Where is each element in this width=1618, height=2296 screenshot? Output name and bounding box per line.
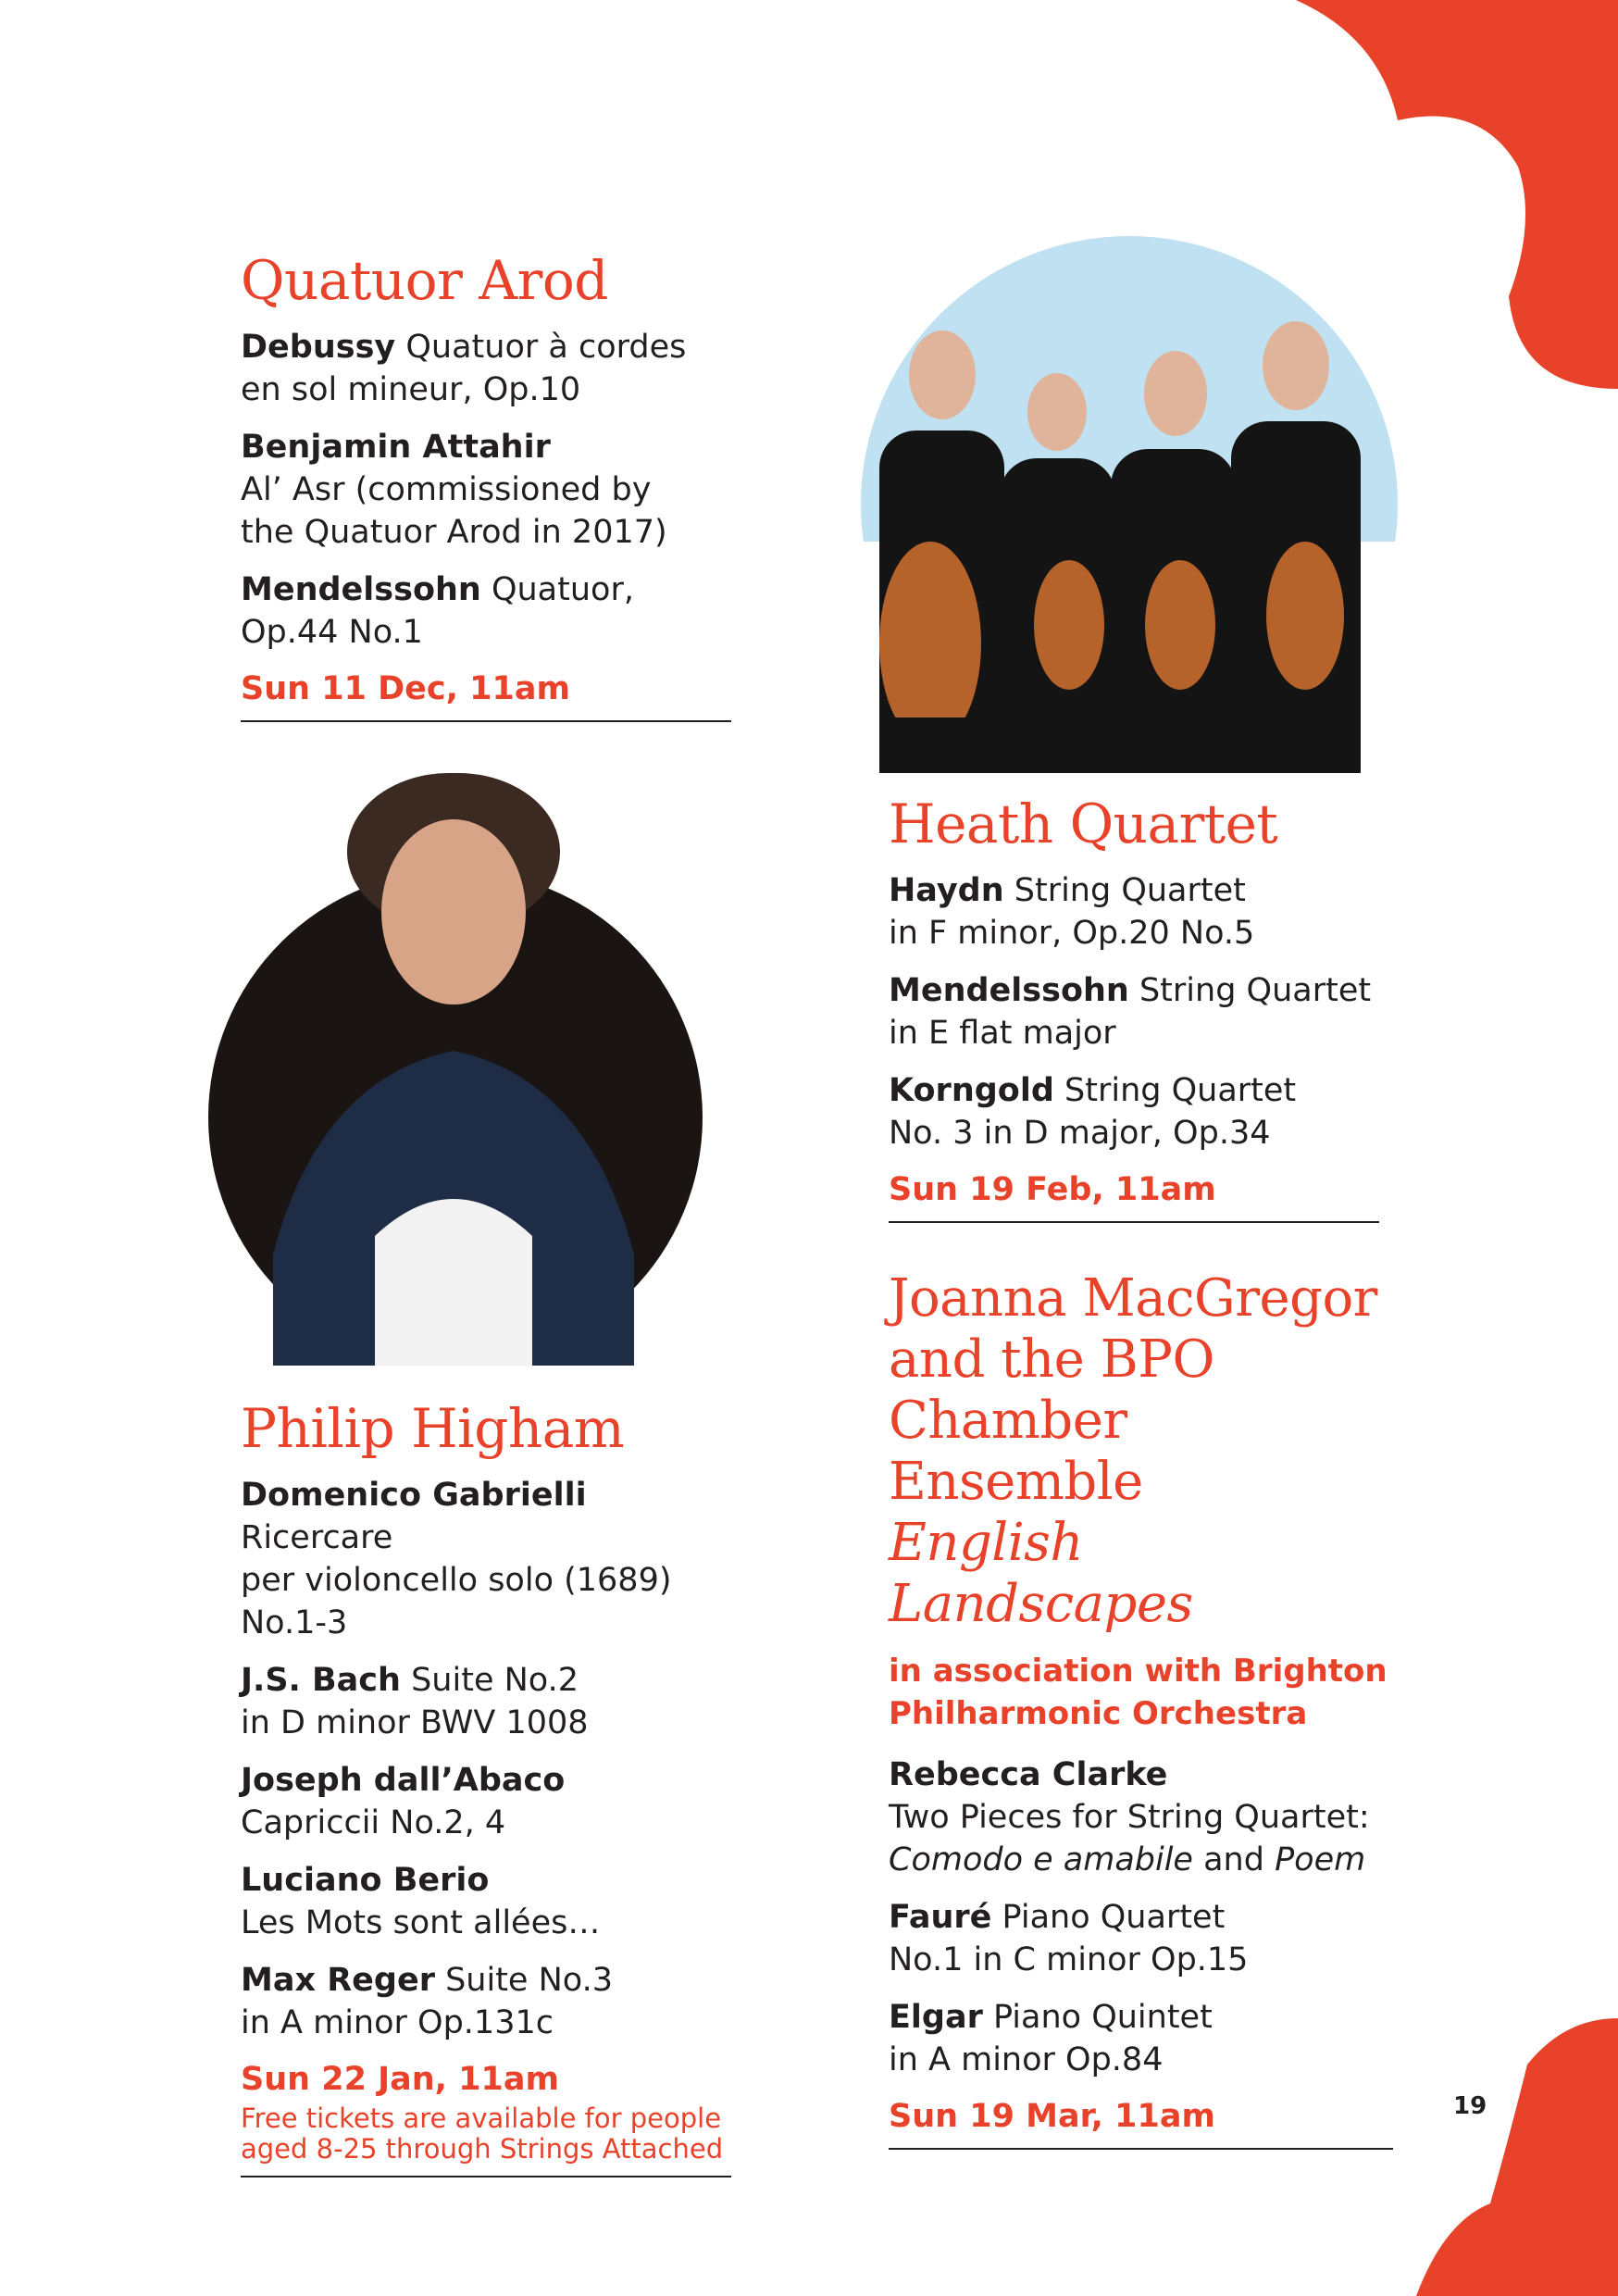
- joanna-macgregor-section: [889, 1268, 1393, 2150]
- work-title: Two Pieces for String Quartet:: [889, 1799, 1370, 1836]
- work-title-cont: No.1-3: [241, 1604, 348, 1641]
- heath-quartet-section: [889, 793, 1379, 1223]
- work-title-cont: in A minor Op.131c: [241, 2004, 554, 2041]
- work-debussy: [241, 326, 731, 411]
- heath-quartet-title: Heath Quartet: [889, 792, 1278, 855]
- work-abaco: [241, 1759, 731, 1844]
- work-title: Quatuor à cordes: [395, 329, 687, 366]
- work-title-cont: en sol mineur, Op.10: [241, 371, 581, 408]
- composer: Max Reger: [241, 1962, 435, 1999]
- work-title: Capriccii No.2, 4: [241, 1804, 506, 1841]
- composer: Elgar: [889, 1999, 983, 2036]
- work-title: Les Mots sont allées…: [241, 1904, 601, 1941]
- movement-title: Poem: [1275, 1841, 1366, 1878]
- composer: Benjamin Attahir: [241, 429, 551, 466]
- work-reger: [241, 1959, 731, 2044]
- work-clarke: [889, 1753, 1393, 1881]
- composer: Fauré: [889, 1899, 992, 1936]
- free-tickets-note: [241, 2103, 731, 2165]
- work-berio: [241, 1859, 731, 1944]
- quatuor-arod-date: Sun 11 Dec, 11am: [241, 670, 570, 707]
- conjunction: and: [1192, 1841, 1276, 1878]
- composer: Debussy: [241, 329, 396, 366]
- work-title-cont: in E flat major: [889, 1015, 1116, 1052]
- joanna-macgregor-date: Sun 19 Mar, 11am: [889, 2098, 1215, 2135]
- work-bach: [241, 1659, 731, 1744]
- work-title-cont: [889, 1839, 1393, 1881]
- joanna-macgregor-title: [889, 1268, 1393, 1635]
- title-line: Joanna MacGregor: [889, 1268, 1377, 1329]
- work-title-cont: No.1 in C minor Op.15: [889, 1941, 1249, 1978]
- philip-higham-section: [241, 1398, 731, 2177]
- quatuor-arod-section: [241, 250, 731, 722]
- work-attahir: [241, 426, 731, 554]
- work-title-cont: in F minor, Op.20 No.5: [889, 915, 1255, 952]
- philip-higham-date: Sun 22 Jan, 11am: [241, 2061, 559, 2098]
- work-faure: [889, 1896, 1393, 1981]
- note-line: aged 8-25 through Strings Attached: [241, 2133, 724, 2165]
- work-title: Ricercare: [241, 1519, 393, 1556]
- assoc-line: in association with Brighton: [889, 1653, 1388, 1690]
- work-mendelssohn: [241, 568, 731, 654]
- concert-subtitle: English Landscapes: [889, 1513, 1193, 1634]
- work-haydn: [889, 869, 1379, 955]
- work-title: String Quartet: [1128, 972, 1372, 1009]
- heath-quartet-date: Sun 19 Feb, 11am: [889, 1171, 1216, 1208]
- work-title-cont: No. 3 in D major, Op.34: [889, 1115, 1271, 1152]
- work-title-cont: the Quatuor Arod in 2017): [241, 514, 667, 551]
- heath-quartet-photo: [861, 236, 1398, 773]
- association-note: [889, 1650, 1393, 1735]
- work-elgar: [889, 1996, 1393, 2081]
- composer: J.S. Bach: [241, 1662, 401, 1699]
- title-line: Chamber Ensemble: [889, 1391, 1143, 1512]
- work-title: Piano Quartet: [991, 1899, 1226, 1936]
- work-korngold: [889, 1069, 1379, 1154]
- work-mendelssohn-heath: [889, 969, 1379, 1054]
- philip-higham-title: Philip Higham: [241, 1397, 625, 1460]
- work-title: String Quartet: [1053, 1072, 1297, 1109]
- composer: Domenico Gabrielli: [241, 1477, 587, 1514]
- work-gabrielli: [241, 1474, 731, 1644]
- composer: Luciano Berio: [241, 1862, 490, 1899]
- work-title: Piano Quintet: [982, 1999, 1213, 2036]
- work-title: String Quartet: [1003, 872, 1246, 909]
- composer: Haydn: [889, 872, 1004, 909]
- assoc-line: Philharmonic Orchestra: [889, 1695, 1308, 1732]
- work-title-cont: in A minor Op.84: [889, 2041, 1164, 2078]
- title-line: and the BPO: [889, 1329, 1214, 1390]
- bottom-right-scallop: [1416, 2018, 1618, 2296]
- composer: Joseph dall’Abaco: [241, 1762, 566, 1799]
- composer: Rebecca Clarke: [889, 1756, 1168, 1793]
- composer: Mendelssohn: [241, 571, 481, 608]
- page-number: 19: [1453, 2092, 1487, 2120]
- work-title-cont: in D minor BWV 1008: [241, 1704, 589, 1741]
- work-title-cont: per violoncello solo (1689): [241, 1562, 672, 1599]
- work-title: Suite No.2: [400, 1662, 579, 1699]
- movement-title: Comodo e amabile: [889, 1841, 1193, 1878]
- work-title: Al’ Asr (commissioned by: [241, 471, 652, 508]
- work-title: Suite No.3: [434, 1962, 613, 1999]
- philip-higham-photo: [208, 773, 703, 1366]
- composer: Mendelssohn: [889, 972, 1129, 1009]
- work-title: Quatuor,: [480, 571, 634, 608]
- composer: Korngold: [889, 1072, 1054, 1109]
- quatuor-arod-title: Quatuor Arod: [241, 249, 608, 312]
- note-line: Free tickets are available for people: [241, 2103, 722, 2134]
- work-title-cont: Op.44 No.1: [241, 614, 423, 651]
